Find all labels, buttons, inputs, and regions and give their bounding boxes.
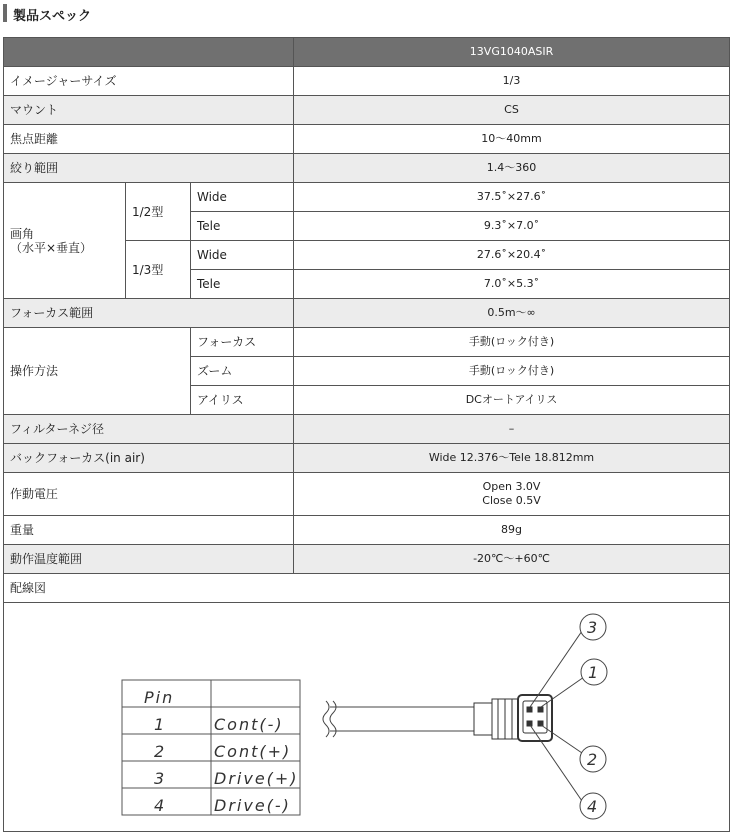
callouts: [580, 614, 607, 819]
value-half-tele: 9.3˚×7.0˚: [294, 212, 730, 241]
label-third-wide: Wide: [191, 241, 294, 270]
label-focal: 焦点距離: [4, 125, 294, 154]
label-wiring: 配線図: [4, 574, 730, 603]
row-weight: [4, 516, 730, 545]
pin-header: Pin: [144, 688, 175, 707]
label-angle: [4, 183, 126, 299]
pin-no-4: 4: [154, 796, 167, 815]
callout-label-2: 2: [587, 750, 598, 769]
label-iris: 絞り範囲: [4, 154, 294, 183]
row-temp: [4, 545, 730, 574]
wiring-diagram-cell: [4, 603, 730, 832]
pin-no-2: 2: [154, 742, 167, 761]
header-blank: [4, 38, 294, 67]
pin-name-1: Cont(-): [214, 715, 284, 734]
value-imager: 1/3: [294, 67, 730, 96]
row-mount: [4, 96, 730, 125]
value-focal: 10〜40mm: [294, 125, 730, 154]
connector-pin: [527, 707, 532, 712]
row-wiring-diagram: [4, 603, 730, 832]
label-temp: 動作温度範囲: [4, 545, 294, 574]
value-op-focus: 手動(ロック付き): [294, 328, 730, 357]
label-op-focus: フォーカス: [191, 328, 294, 357]
value-filter: –: [294, 415, 730, 444]
cable-break-mark: [323, 701, 329, 737]
leader-line-3: [530, 631, 582, 707]
value-voltage-open: Open 3.0V: [482, 480, 541, 493]
label-voltage: 作動電圧: [4, 473, 294, 516]
model-name: 13VG1040ASIR: [294, 38, 730, 67]
connector-pin: [527, 721, 532, 726]
value-third-tele: 7.0˚×5.3˚: [294, 270, 730, 299]
row-focus-range: [4, 299, 730, 328]
label-third-tele: Tele: [191, 270, 294, 299]
connector-boot: [474, 703, 492, 735]
pin-name-3: Drive(+): [214, 769, 299, 788]
label-mount: マウント: [4, 96, 294, 125]
label-angle-line1: 画角: [10, 226, 35, 241]
label-weight: 重量: [4, 516, 294, 545]
row-filter: [4, 415, 730, 444]
spec-table: [3, 37, 730, 832]
label-half-tele: Tele: [191, 212, 294, 241]
cable: [323, 701, 474, 737]
value-weight: 89g: [294, 516, 730, 545]
value-mount: CS: [294, 96, 730, 125]
label-filter: フィルターネジ径: [4, 415, 294, 444]
section-title: 製品スペック: [13, 9, 92, 24]
pin-no-1: 1: [154, 715, 167, 734]
leader-line-4: [530, 725, 582, 801]
row-wiring-label: [4, 574, 730, 603]
row-angle-half-wide: [4, 183, 730, 212]
value-half-wide: 37.5˚×27.6˚: [294, 183, 730, 212]
connector-pin: [538, 707, 543, 712]
row-focal: [4, 125, 730, 154]
row-imager: [4, 67, 730, 96]
label-angle-line2: （水平×垂直）: [10, 240, 93, 255]
wiring-diagram-svg: [4, 603, 728, 829]
section-heading: [0, 0, 731, 28]
label-operation: 操作方法: [4, 328, 191, 415]
value-op-iris: DCオートアイリス: [294, 386, 730, 415]
value-iris: 1.4〜360: [294, 154, 730, 183]
label-angle-half: 1/2型: [126, 183, 191, 241]
value-third-wide: 27.6˚×20.4˚: [294, 241, 730, 270]
value-voltage-close: Close 0.5V: [482, 494, 541, 507]
label-imager: イメージャーサイズ: [4, 67, 294, 96]
row-op-focus: [4, 328, 730, 357]
header-row: [4, 38, 730, 67]
wiring-diagram: [4, 603, 729, 831]
label-back-focus: バックフォーカス(in air): [4, 444, 294, 473]
label-focus-range: フォーカス範囲: [4, 299, 294, 328]
callout-label-3: 3: [587, 618, 598, 637]
value-op-zoom: 手動(ロック付き): [294, 357, 730, 386]
callout-label-4: 4: [587, 797, 598, 816]
pin-no-3: 3: [154, 769, 167, 788]
cable-break-mark: [330, 701, 336, 737]
pin-name-2: Cont(+): [214, 742, 292, 761]
value-voltage: [294, 473, 730, 516]
callout-label-1: 1: [588, 663, 599, 682]
label-op-zoom: ズーム: [191, 357, 294, 386]
heading-accent-bar: [3, 4, 7, 22]
row-voltage: [4, 473, 730, 516]
label-op-iris: アイリス: [191, 386, 294, 415]
label-half-wide: Wide: [191, 183, 294, 212]
connector: [474, 695, 552, 741]
row-iris: [4, 154, 730, 183]
value-back-focus: Wide 12.376〜Tele 18.812mm: [294, 444, 730, 473]
row-back-focus: [4, 444, 730, 473]
pin-name-4: Drive(-): [214, 796, 291, 815]
value-focus-range: 0.5m〜∞: [294, 299, 730, 328]
label-angle-third: 1/3型: [126, 241, 191, 299]
value-temp: -20℃〜+60℃: [294, 545, 730, 574]
